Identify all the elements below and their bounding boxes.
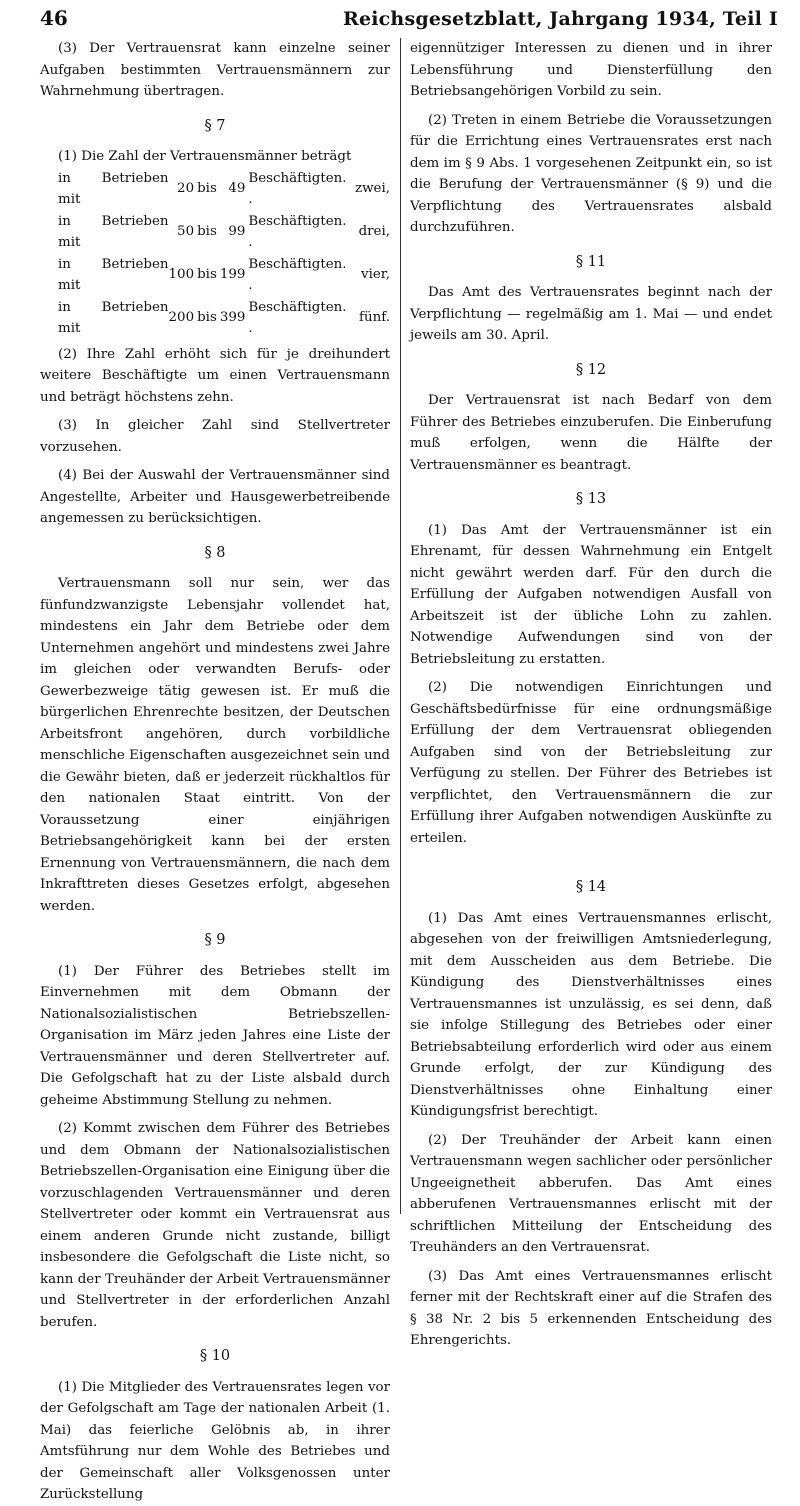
running-title: Reichsgesetzblatt, Jahrgang 1934, Teil I [342, 8, 778, 30]
para-14-2: (2) Der Treuhänder der Arbeit kann einen Vertrauensmann wegen sachlicher oder persönlicher Ungeeignetheit abberufen. Das Amt eines abberufenen Vertrauensmannes erlischt mit der schriftlichen Mitteilung der Entscheidung des Treuhänders an den Vertrauensrat. [410, 1132, 772, 1255]
para-14-3: (3) Das Amt eines Vertrauensmannes erlischt ferner mit der Rechtskraft einer auf die Strafen des § 38 Nr. 2 bis 5 erkennenden Entscheidung des Ehrengerichts. [410, 1268, 772, 1348]
section-heading-11: § 11 [575, 253, 607, 270]
para-9-2: (2) Kommt zwischen dem Führer des Betriebes und dem Obmann der Nationalsozialistischen Betriebszellen-Organisation eine Einigung über die vorzuschlagenden Vertrauensmänner und deren Stellvertreter oder kommt ein Vertrauensrat aus einem anderen Grunde nicht zustande, billigt insbesondere die Gefolgschaft die Liste nicht, so kann der Treuhänder der Arbeit Vertrauensmänner und Stellvertreter in der erforderlichen Anzahl berufen. [40, 1121, 390, 1330]
para-7-3b: (3) In gleicher Zahl sind Stellvertreter vorzusehen. [40, 418, 390, 455]
section-heading-10: § 10 [199, 1348, 231, 1364]
para-11: Das Amt des Vertrauensrates beginnt nach der Verpflichtung — regelmäßig am 1. Mai — und endet jeweils am 30. April. [410, 285, 772, 343]
column-divider [400, 38, 401, 1214]
para-13-2: (2) Die notwendigen Einrichtungen und Geschäftsbedürfnisse für eine ordnungsmäßige Erfüllung der dem Vertrauensrat obliegenden Aufgaben sind von der Betriebsleitung zur Verfügung zu stellen. Der Führer des Betriebes ist verpflichtet, den Vertrauensmännern die zur Erfüllung ihrer Aufgaben notwendigen Auskünfte zu erteilen. [410, 680, 772, 846]
section-heading-12: § 12 [575, 361, 607, 378]
scale-prefix: in Betrieben mit [58, 170, 169, 207]
section-heading-14: § 14 [575, 879, 607, 895]
scale-from: 100 [168, 267, 195, 283]
staff-scale-table [40, 168, 390, 340]
scale-from: 50 [177, 224, 195, 240]
page-header [40, 6, 778, 36]
scale-to: 49 [228, 181, 246, 197]
scale-from: 20 [177, 181, 195, 197]
scale-bis: bis [197, 224, 217, 240]
scale-unit: Beschäftigten. . [248, 256, 347, 293]
section-heading-9: § 9 [204, 932, 226, 948]
scale-bis: bis [197, 310, 217, 326]
para-9-1: (1) Der Führer des Betriebes stellt im Einvernehmen mit dem Obmann der Nationalsozialistischen Betriebszellen-Organisation im März jeden Jahres eine Liste der Vertrauensmänner und deren Stellvertreter auf. Die Gefolgschaft hat zu der Liste alsbald durch geheime Abstimmung Stellung zu nehmen. [40, 963, 390, 1108]
scale-prefix: in Betrieben mit [58, 299, 169, 336]
scale-row [40, 211, 390, 254]
scale-count: zwei, [355, 181, 390, 197]
left-column [40, 38, 390, 1506]
section-heading-7: § 7 [204, 117, 226, 134]
para-7-1: (1) Die Zahl der Vertrauensmänner beträgt [58, 149, 352, 164]
page-number: 46 [40, 6, 68, 30]
scale-count: fünf. [359, 310, 390, 326]
para-10-2: (2) Treten in einem Betriebe die Voraussetzungen für die Errichtung eines Vertrauensrates erst nach dem im § 9 Abs. 1 vorgesehenen Zeitpunkt ein, so ist die Berufung der Vertrauensmänner (§ 9) und die Verpflichtung des Vertrauensrates alsbald durchzuführen. [410, 112, 772, 235]
scale-bis: bis [197, 181, 217, 197]
right-column [410, 38, 772, 1352]
scale-row [40, 254, 390, 297]
para-10-1-continued: eigennütziger Interessen zu dienen und in ihrer Lebensführung und Diensterfüllung den Betriebsangehörigen Vorbild zu sein. [410, 41, 772, 99]
scale-to: 199 [219, 267, 246, 283]
para-8: Vertrauensmann soll nur sein, wer das fünfundzwanzigste Lebensjahr vollendet hat, mindestens ein Jahr dem Betriebe oder dem Unternehmen angehört und mindestens zwei Jahre im gleichen oder verwandten Berufs- oder Gewerbezweige tätig gewesen ist. Er muß die bürgerlichen Ehrenrechte besitzen, der Deutschen Arbeitsfront angehören, durch vorbildliche menschliche Eigenschaften ausgezeichnet sein und die Gewähr bieten, daß er jederzeit rückhaltlos für den nationalen Staat eintritt. Von der Voraussetzung einer einjährigen Betriebsangehörigkeit kann bei der ersten Ernennung von Vertrauensmännern, die nach dem Inkrafttreten dieses Gesetzes erfolgt, abgesehen werden. [40, 576, 390, 914]
scale-unit: Beschäftigten. . [248, 213, 347, 250]
scale-to: 99 [228, 224, 246, 240]
para-12: Der Vertrauensrat ist nach Bedarf von dem Führer des Betriebes einzuberufen. Die Einberufung muß erfolgen, wenn die Hälfte der Vertrauensmänner es beantragt. [410, 393, 772, 473]
scale-count: drei, [358, 224, 390, 240]
scale-row [40, 168, 390, 211]
scale-count: vier, [361, 267, 390, 283]
para-14-1: (1) Das Amt eines Vertrauensmannes erlischt, abgesehen von der freiwilligen Amtsniederlegung, mit dem Ausscheiden aus dem Betriebe. Die Kündigung des Dienstverhältnisses eines Vertrauensmannes ist unzulässig, es sei denn, daß sie infolge Stillegung des Betriebes oder einer Betriebsabteilung erforderlich wird oder aus einem Grunde erfolgt, der zur Kündigung des Dienstverhältnisses ohne Einhaltung einer Kündigungsfrist berechtigt. [410, 910, 772, 1119]
scale-prefix: in Betrieben mit [58, 213, 169, 250]
para-10-1: (1) Die Mitglieder des Vertrauensrates legen vor der Gefolgschaft am Tage der nationalen Arbeit (1. Mai) das feierliche Gelöbnis ab, in ihrer Amtsführung nur dem Wohle des Betriebes und der Gemeinschaft aller Volksgenossen unter Zurückstellung [40, 1379, 390, 1502]
scale-unit: Beschäftigten. . [248, 170, 347, 207]
section-heading-8: § 8 [204, 544, 226, 561]
scale-row [40, 297, 390, 340]
para-7-3: (3) Der Vertrauensrat kann einzelne seiner Aufgaben bestimmten Vertrauensmännern zur Wahrnehmung übertragen. [40, 41, 390, 99]
scale-to: 399 [219, 310, 246, 326]
para-7-4: (4) Bei der Auswahl der Vertrauensmänner sind Angestellte, Arbeiter und Hausgewerbetreibende angemessen zu berücksichtigen. [40, 468, 390, 526]
scale-prefix: in Betrieben mit [58, 256, 169, 293]
para-13-1: (1) Das Amt der Vertrauensmänner ist ein Ehrenamt, für dessen Wahrnehmung ein Entgelt nicht gewährt werden darf. Für den durch die Erfüllung der Aufgaben notwendigen Ausfall von Arbeitszeit ist der übliche Lohn zu zahlen. Notwendige Aufwendungen sind von der Betriebsleitung zu erstatten. [410, 522, 772, 667]
para-7-2: (2) Ihre Zahl erhöht sich für je dreihundert weitere Beschäftigte um einen Vertrauensmann und beträgt höchstens zehn. [40, 346, 390, 405]
scale-unit: Beschäftigten. . [248, 299, 347, 336]
section-heading-13: § 13 [575, 491, 607, 507]
scale-bis: bis [197, 267, 217, 283]
scale-from: 200 [168, 310, 195, 326]
